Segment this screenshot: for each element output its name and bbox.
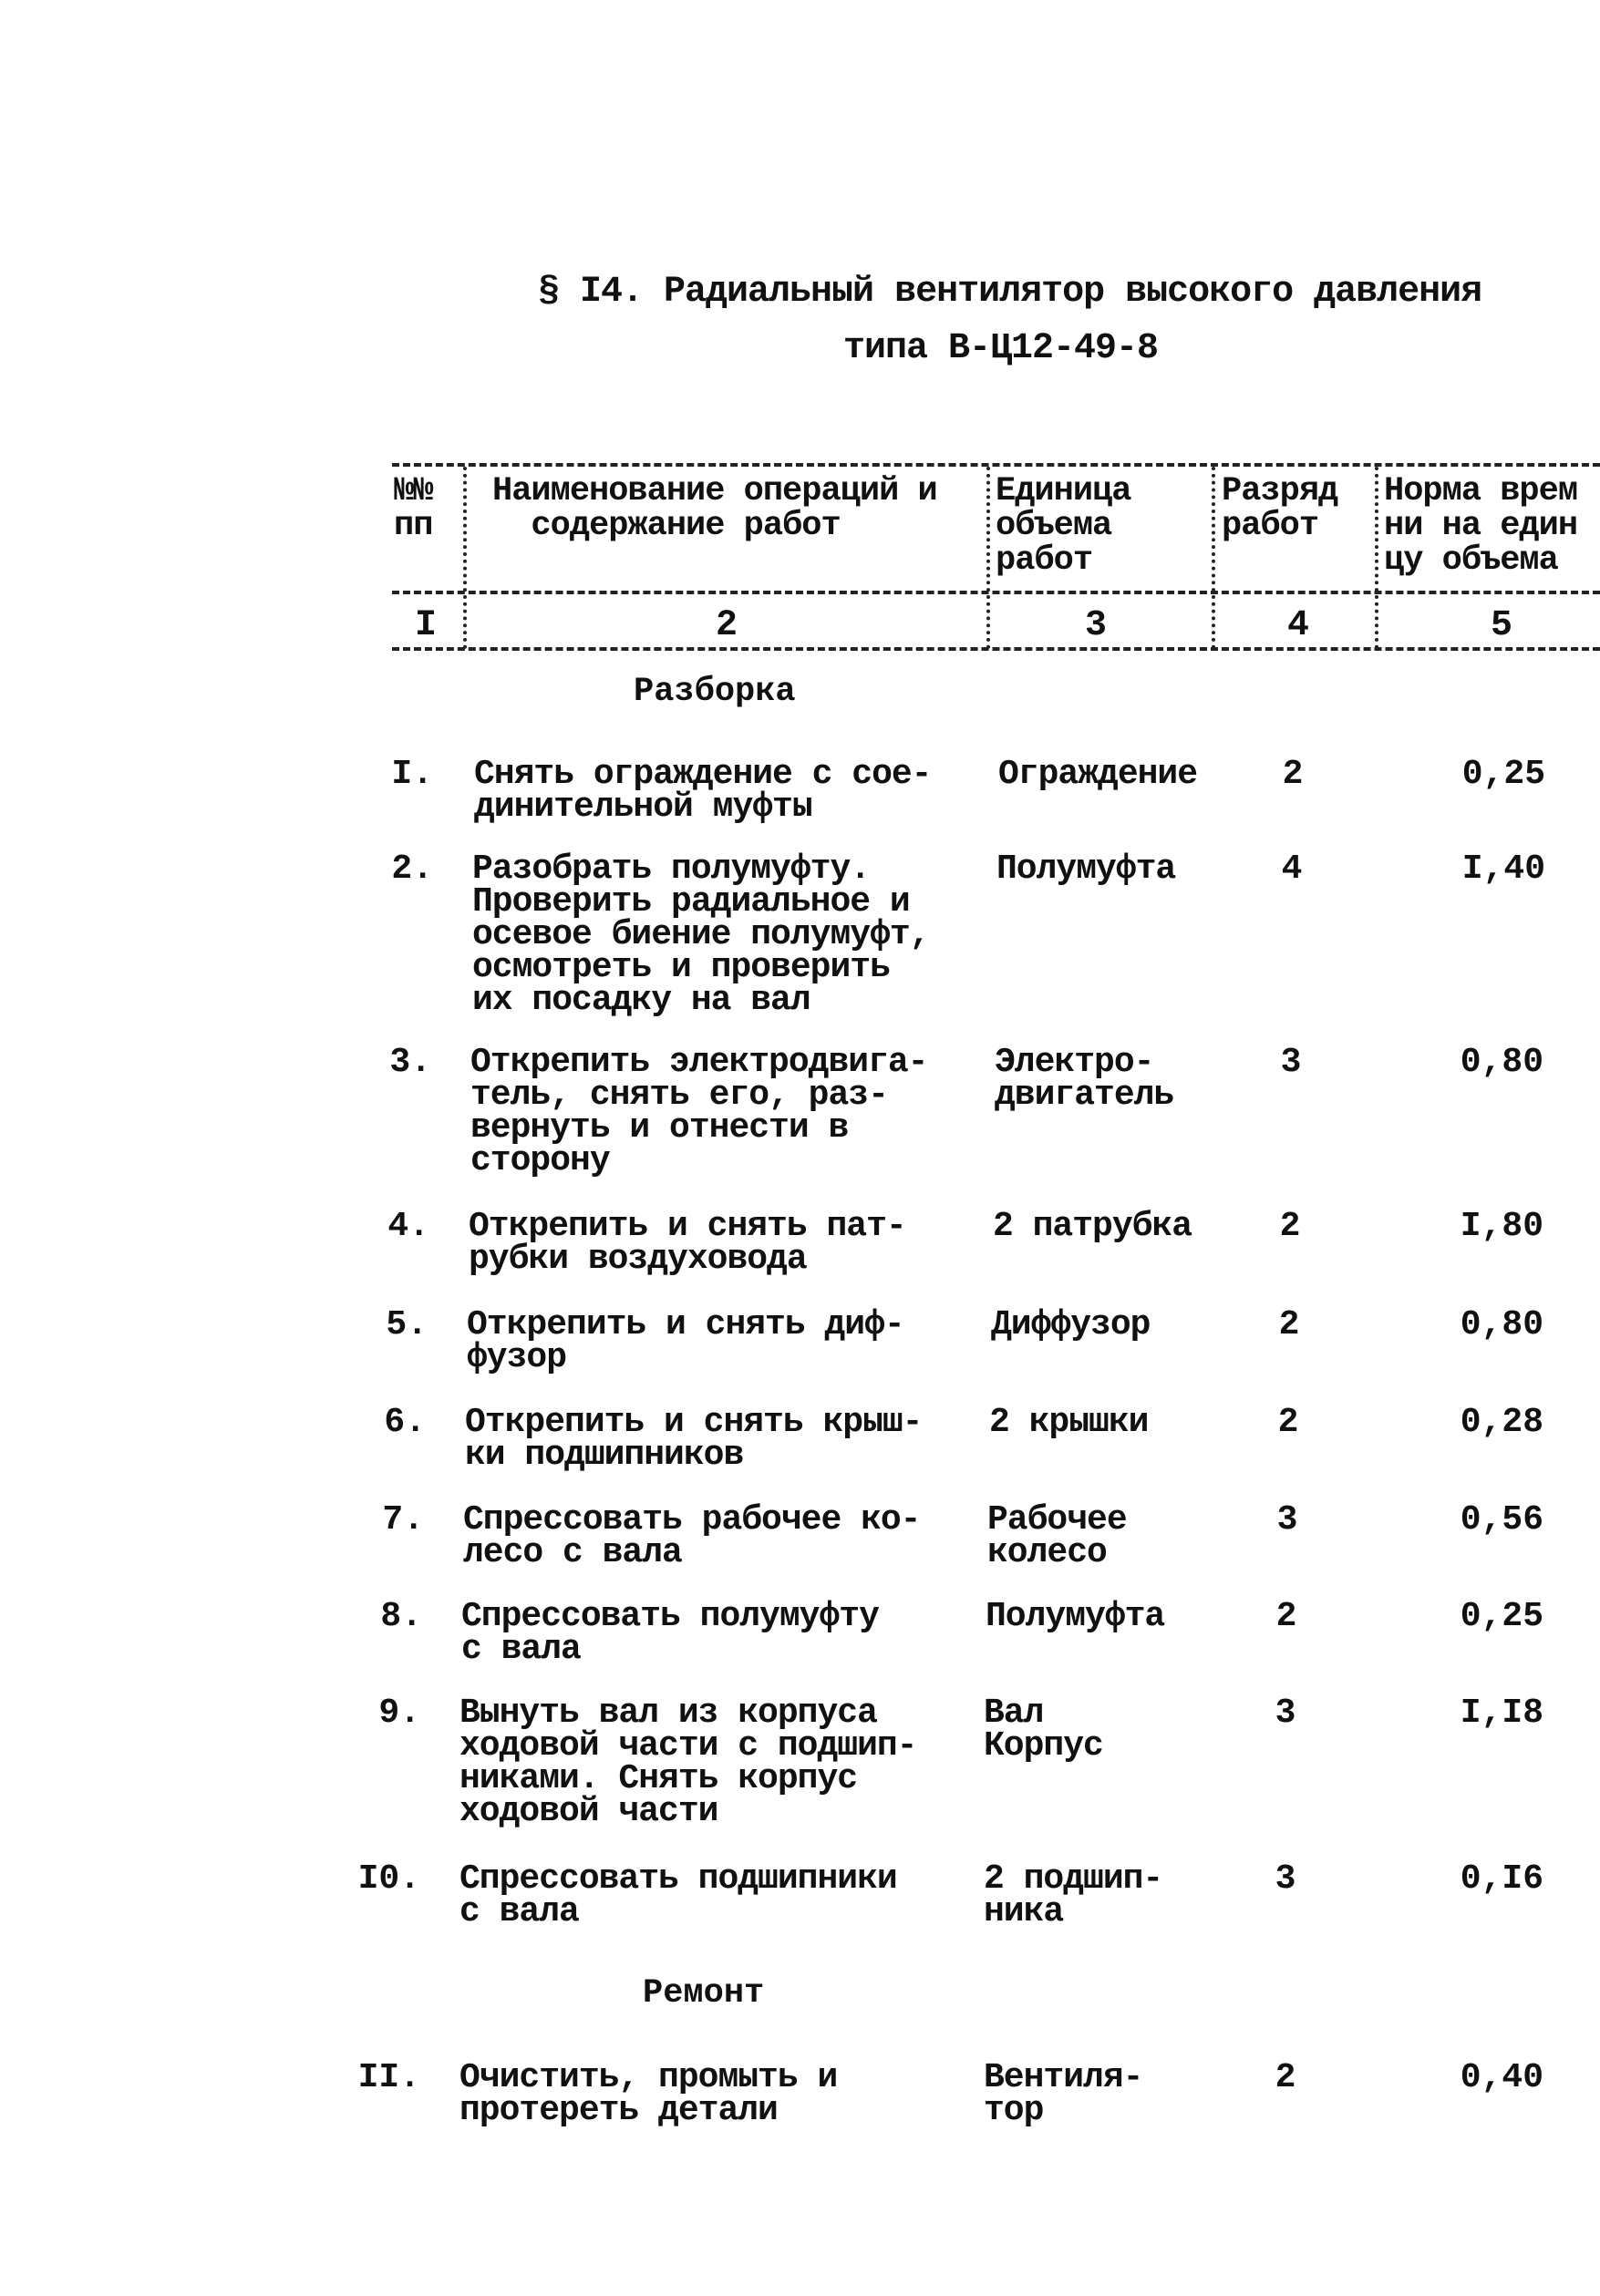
row-operation: Спрессовать рабочее ко- лесо с вала: [463, 1500, 921, 1572]
column-number-3: 3: [1085, 605, 1108, 646]
column-number-5: 5: [1491, 605, 1513, 646]
row-unit: 2 подшип- ника: [984, 1859, 1163, 1931]
row-unit: Рабочее колесо: [987, 1500, 1127, 1572]
row-grade: 3: [1280, 1043, 1302, 1082]
column-number-2: 2: [716, 605, 738, 646]
row-unit: Вал Корпус: [984, 1694, 1103, 1766]
row-operation: Открепить электродвига- тель, снять его, раз- вернуть и отнести в сторону: [470, 1043, 928, 1180]
row-grade: 4: [1281, 849, 1303, 889]
header-norm: Норма врем ни на един цу объема: [1384, 472, 1578, 580]
header-divider-1: [463, 467, 467, 649]
row-unit: Вентиля- тор: [984, 2058, 1143, 2130]
row-norm: 0,I6: [1460, 1859, 1543, 1899]
row-number: 8.: [380, 1597, 422, 1636]
header-unit: Единица объема работ: [996, 472, 1131, 580]
column-number-4: 4: [1287, 605, 1310, 646]
section-subtitle: типа В-Ц12-49-8: [843, 328, 1159, 369]
row-operation: Разобрать полумуфту. Проверить радиальное и осевое биение полумуфт, осмотреть и проверить их посадку на вал: [472, 849, 930, 1020]
row-operation: Спрессовать подшипники с вала: [459, 1859, 897, 1931]
row-grade: 2: [1275, 2058, 1296, 2097]
section-title: § I4. Радиальный вентилятор высокого давления: [538, 272, 1482, 313]
row-unit: Ограждение: [998, 755, 1198, 794]
row-norm: 0,80: [1460, 1305, 1543, 1344]
row-norm: 0,25: [1461, 755, 1545, 794]
row-number: 9.: [378, 1694, 420, 1733]
row-unit: Электро- двигатель: [995, 1043, 1174, 1115]
header-top-rule: [392, 463, 1600, 467]
row-grade: 2: [1277, 1403, 1299, 1442]
header-divider-4: [1375, 467, 1378, 649]
row-operation: Спрессовать полумуфту с вала: [461, 1597, 879, 1669]
row-grade: 3: [1276, 1500, 1298, 1539]
row-grade: 3: [1275, 1859, 1296, 1899]
section-heading-repair: Ремонт: [643, 1974, 765, 2013]
row-grade: 2: [1278, 1305, 1300, 1344]
row-unit: Полумуфта: [996, 849, 1176, 889]
row-grade: 3: [1275, 1694, 1296, 1733]
row-norm: I,40: [1461, 849, 1545, 889]
row-number: 4.: [387, 1207, 429, 1246]
header-operation: Наименование операций и содержание работ: [492, 472, 937, 545]
header-divider-3: [1212, 467, 1215, 649]
row-operation: Очистить, промыть и протереть детали: [459, 2058, 838, 2130]
row-number: II.: [357, 2058, 420, 2097]
row-operation: Открепить и снять пат- рубки воздуховода: [469, 1207, 906, 1279]
row-grade: 2: [1275, 1597, 1297, 1636]
header-divider-2: [986, 467, 990, 649]
row-norm: I,I8: [1460, 1694, 1543, 1733]
column-number-rule: [392, 647, 1600, 651]
row-number: 7.: [382, 1500, 424, 1539]
header-grade: Разряд работ: [1222, 472, 1338, 545]
row-number: 6.: [384, 1403, 426, 1442]
row-number: 3.: [389, 1043, 431, 1082]
section-heading-disassembly: Разборка: [634, 673, 796, 711]
row-operation: Открепить и снять крыш- ки подшипников: [465, 1403, 923, 1475]
row-norm: 0,40: [1460, 2058, 1543, 2097]
column-number-1: I: [415, 605, 438, 646]
row-operation: Вынуть вал из корпуса ходовой части с подшип- никами. Снять корпус ходовой части: [459, 1694, 917, 1831]
header-number: №№ пп: [394, 472, 433, 545]
row-norm: 0,25: [1460, 1597, 1543, 1636]
row-norm: 0,80: [1460, 1043, 1543, 1082]
row-unit: Диффузор: [991, 1305, 1151, 1344]
row-number: 5.: [386, 1305, 428, 1344]
row-number: 2.: [391, 849, 433, 889]
header-bottom-rule: [392, 591, 1600, 594]
row-unit: 2 крышки: [989, 1403, 1149, 1442]
row-norm: 0,56: [1460, 1500, 1543, 1539]
row-number: I0.: [357, 1859, 420, 1899]
row-operation: Снять ограждение с сое- динительной муфты: [474, 755, 932, 827]
row-grade: 2: [1282, 755, 1304, 794]
row-grade: 2: [1279, 1207, 1301, 1246]
row-norm: 0,28: [1460, 1403, 1543, 1442]
row-number: I.: [391, 755, 433, 794]
row-operation: Открепить и снять диф- фузор: [467, 1305, 904, 1377]
row-unit: Полумуфта: [986, 1597, 1165, 1636]
row-norm: I,80: [1460, 1207, 1543, 1246]
row-unit: 2 патрубка: [993, 1207, 1192, 1246]
